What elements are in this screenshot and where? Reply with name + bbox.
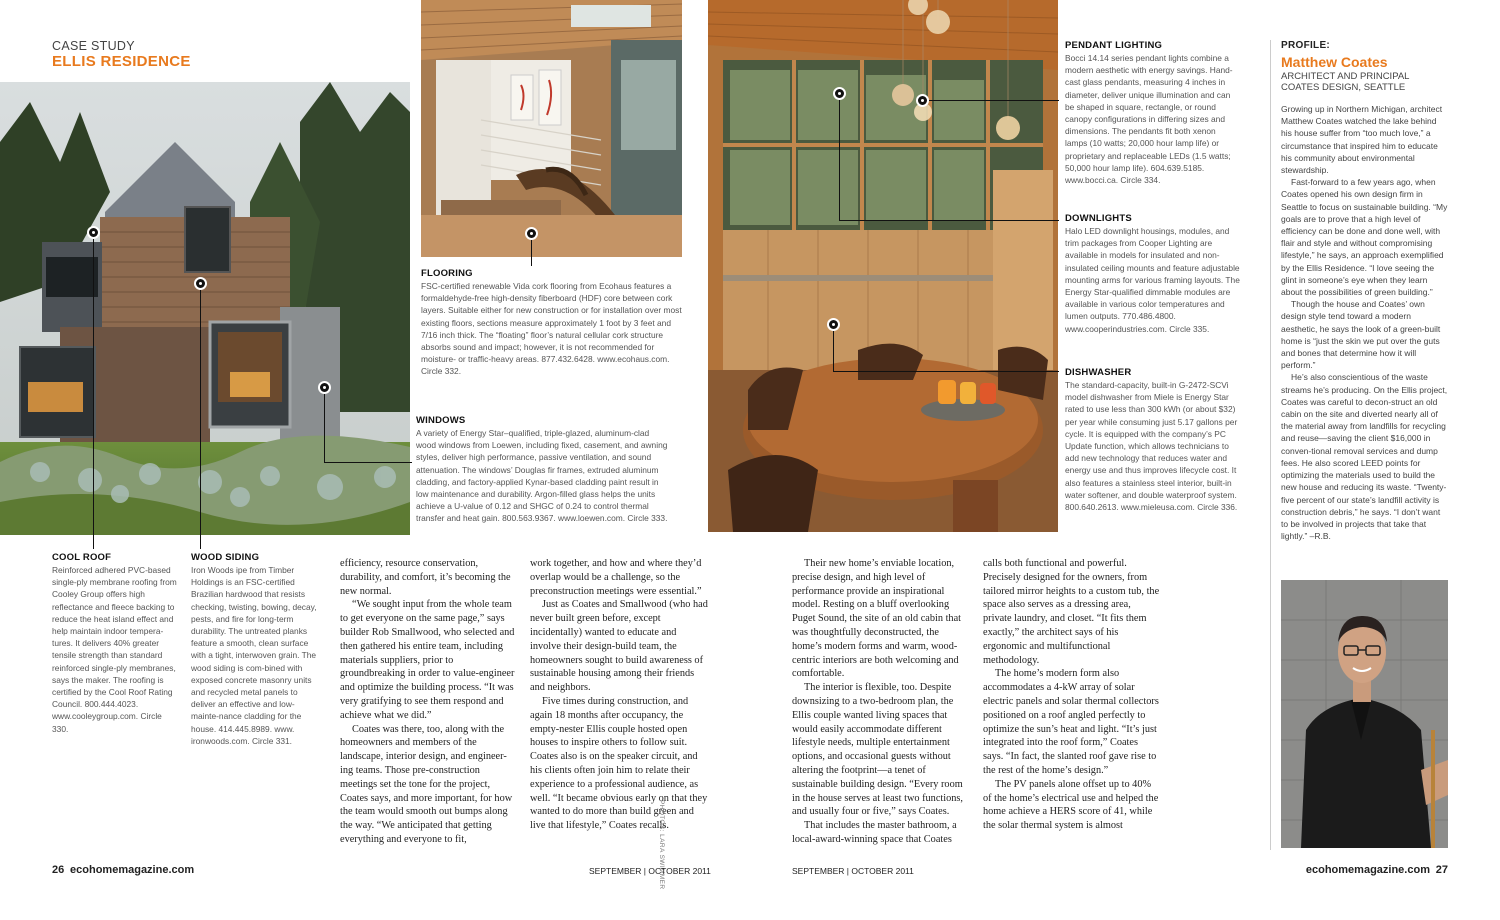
paragraph: He’s also conscientious of the waste streams he’s producing. On the Ellis project, Coates was careful to decon-struct an old cabin on the site and diverted nearly all of the material away from landfills for recycling and reuse—saving the client $16,000 in conven-tional removal services and dump fees. He also scored LEED points for optimizing the materials used to build the new house and reducing its waste. “Twenty-five percent of our state’s landfill activity is construction debris,” he says. “I don’t want to be involved in projects that take that lightly.” –R.B. (1281, 372, 1448, 542)
site-url: ecohomemagazine.com (1305, 864, 1430, 876)
callout-line (93, 239, 94, 549)
caption-body: Iron Woods ipe from Timber Holdings is an FSC-certified Brazilian hardwood that resists checking, twisting, bowing, decay, pests, and fire for long-term durability. The untreated planks feature a smooth, clean surface with a tight, interwoven grain. The wood siding is com-bined with exposed concrete masonry units and recycled metal panels to deliver an effective and low-mainte-nance cladding for the house. 414.445.8989. www. ironwoods.com. Circle 331. (191, 565, 317, 746)
paragraph: Coates was there, too, along with the homeowners and members of the landscape, interior design, and engineer-ing teams. Those pre-construction meetings set the tone for the project, Coates says, and more important, for how the team would smooth out bumps along the way. “We anticipated that getting everything and everyone to fit, (340, 723, 513, 845)
profile-firm: COATES DESIGN, SEATTLE (1281, 82, 1406, 93)
callout-line (200, 290, 201, 549)
callout-marker-flooring (525, 227, 538, 240)
caption-heading: PENDANT LIGHTING (1065, 40, 1163, 51)
callout-marker-windows (318, 381, 331, 394)
body-column-3 (792, 557, 970, 847)
paragraph: Their new home’s enviable location, precise design, and high level of performance provide an inspirational model. Resting on a bluff overlooking Puget Sound, the site of an old cabin that was thoughtfully deconstructed, the home’s modern forms and warm, wood-centric interiors are both welcoming and comfortable. (792, 558, 962, 680)
page-number: 26 (52, 864, 65, 876)
body-column-4 (983, 557, 1160, 833)
caption-heading: WOOD SIDING (191, 552, 260, 563)
paragraph: Though the house and Coates’ own design style tend toward a modern aesthetic, he says the look of a green-built home is “just the skin we put over the guts and bones that determine how it will perform.” (1281, 299, 1441, 371)
paragraph: “We sought input from the whole team to get everyone on the same page,” says builder Rob Smallwood, who selected and then gathered his entire team, including materials suppliers, prior to groundbreaking in order to value-engineer and optimize the building process. “It was very gratifying to see them respond and achieve what we did.” (340, 599, 515, 721)
callout-line (324, 462, 412, 463)
callout-line (929, 100, 1059, 101)
caption-flooring (421, 268, 683, 378)
architect-portrait (1281, 580, 1448, 848)
callout-marker-pendant-lighting (833, 87, 846, 100)
paragraph: Five times during construction, and again 18 months after occupancy, the empty-nester Ellis couple hosted open houses to inspire others to follow suit. Coates also is on the speaker circuit, and his clients often join him to relate their experience to a professional audience, as well. “It became obvious early on that they wanted to do more than build green and live that lifestyle,” Coates recalls. (530, 695, 708, 832)
paragraph: The PV panels alone offset up to 40% of the home’s electrical use and helped the home achieve a HERS score of 41, while the solar thermal system is almost (983, 778, 1159, 832)
caption-pendant-lighting (1065, 40, 1240, 186)
callout-marker-cool-roof (87, 226, 100, 239)
kitchen-photo (708, 0, 1058, 532)
caption-wood-siding (191, 552, 317, 747)
caption-body: The standard-capacity, built-in G-2472-SCVi model dishwasher from Miele is Energy Star rated to use less than 300 kWh (or about $32) per year while consuming just 5.17 gallons per cycle. It is equipped with the company’s PC Update function, which allows technicians to add new technology that reduces water and energy use and thus improves lifecycle cost. It also features a stainless steel interior, built-in water softener, and double waterproof system. 800.640.2613. www.mieleusa.com. Circle 336. (1065, 380, 1238, 513)
caption-dishwasher (1065, 367, 1240, 513)
paragraph: The home’s modern form also accommodates a 4-kW array of solar electric panels and solar thermal collectors positioned on a roof angled perfectly to optimize the sun’s heat and light. “It’s just integrated into the roof form,” Coates says. “In fact, the slanted roof gave rise to the rest of the home’s design.” (983, 668, 1159, 776)
page-number: 27 (1435, 864, 1448, 876)
paragraph: work together, and how and where they’d overlap would be a challenge, so the preconstruction meetings were essential.” (530, 558, 702, 597)
callout-marker-wood-siding (194, 277, 207, 290)
footer-date-right: SEPTEMBER | OCTOBER 2011 (792, 866, 914, 876)
stair-interior-photo (421, 0, 682, 257)
site-url: ecohomemagazine.com (70, 864, 195, 876)
paragraph: Growing up in Northern Michigan, architect Matthew Coates watched the lake behind his house suffer from “too much love,” a circumstance that inspired him to educate his community about environmental stewardship. (1281, 104, 1443, 176)
caption-windows (416, 415, 668, 525)
callout-line (839, 220, 1059, 221)
profile-role: ARCHITECT AND PRINCIPAL (1281, 71, 1410, 82)
paragraph: Fast-forward to a few years ago, when Coates opened his own design firm in Seattle to focus on sustainable building. “My goals are to prove that a high level of efficiency can be done and done well, with flair and style and without compromising lifestyle,” he says, an approach exemplified by the Ellis Residence. “I love seeing the glint in someone’s eye when they learn about the possibilities of green building.” (1281, 177, 1448, 298)
photo-credit: PHOTOS: LARA SWIMMER (658, 800, 665, 890)
footer-right (1306, 864, 1448, 876)
paragraph: The interior is flexible, too. Despite downsizing to a two-bedroom plan, the Ellis couple wanted living spaces that would easily accommodate different lifestyle needs, multiple entertainment options, and occasional guests without altering the footprint—a tenet of sustainable building design. “Every room in the house serves at least two functions, and usually four or five,” says Coates. (792, 682, 964, 818)
callout-line (531, 240, 532, 266)
paragraph: efficiency, resource conservation, durability, and comfort, it’s becoming the new normal. (340, 558, 511, 597)
caption-body: Halo LED downlight housings, modules, and trim packages from Cooper Lighting are available in models for insulated and non-insulated ceiling mounts and feature adjustable mounting arms for various framing layouts. The Energy Star-qualified dimmable modules are available in various color temperatures and lumen outputs. 770.486.4800. www.cooperindustries.com. Circle 335. (1065, 226, 1240, 334)
footer-date-left: SEPTEMBER | OCTOBER 2011 (589, 866, 711, 876)
paragraph: calls both functional and powerful. Precisely designed for the owners, from tailored mirror heights to a custom tub, the space also serves as a dressing area, private laundry, and closet. “It fits them exactly,” the architect says of his ergonomic and multifunctional methodology. (983, 558, 1160, 666)
footer-left (52, 864, 194, 876)
caption-body: Bocci 14.14 series pendant lights combine a modern aesthetic with energy savings. Hand-cast glass pendants, measuring 4 inches in diameter, deliver unique illumination and can be shaped in square, rectangle, or round canopy configurations in differing sizes and dimensions. The pendants fit both xenon lamps (10 watts; 20,000 hour lamp life) or proprietary and replaceable LEDs (1.5 watts; 50,000 hour lamp life). 604.639.5185. www.bocci.ca. Circle 334. (1065, 53, 1233, 186)
caption-heading: DISHWASHER (1065, 367, 1132, 378)
callout-line (833, 371, 1059, 372)
caption-downlights (1065, 213, 1240, 335)
profile-label: PROFILE: (1281, 40, 1331, 51)
callout-line (833, 331, 834, 371)
paragraph: That includes the master bathroom, a local-award-winning space that Coates (792, 820, 957, 845)
caption-body: FSC-certified renewable Vida cork flooring from Ecohaus features a formaldehyde-free high-density fiberboard (HDF) core between cork layers. Suitable either for new construction or for installation over most existing floors, sections measure approximately 1 foot by 3 feet and 7/16 inch thick. The “floating” floor’s natural cellular cork structure absorbs sound and impact; however, it is not recommended for moisture- or traffic-heavy areas. 877.432.6428. www.ecohaus.com. Circle 332. (421, 281, 682, 377)
paragraph: Just as Coates and Smallwood (who had never built green before, except incidentally) wanted to educate and involve their design-build team, the homeowners sought to build awareness of sustainable housing among their friends and neighbors. (530, 599, 708, 694)
profile-divider (1270, 40, 1271, 850)
profile-sidebar (1281, 40, 1449, 542)
caption-body: A variety of Energy Star–qualified, triple-glazed, aluminum-clad wood windows from Loewen, including fixed, casement, and awning styles, deliver high performance, passive ventilation, and sound attenuation. The windows’ Douglas fir frames, extruded aluminum cladding, and factory-applied Kynar-based cladding paint result in low maintenance and durability. Argon-filled glass helps the units achieve a U-value of 0.12 and SHGC of 0.24 to control thermal transfer and heat gain. 800.563.9367. www.loewen.com. Circle 333. (416, 428, 668, 524)
house-exterior-photo (0, 82, 410, 535)
case-study-kicker: CASE STUDY (52, 39, 135, 53)
callout-line (839, 100, 840, 220)
caption-heading: DOWNLIGHTS (1065, 213, 1132, 224)
article-title: ELLIS RESIDENCE (52, 53, 191, 70)
callout-marker-downlights (916, 94, 929, 107)
caption-heading: WINDOWS (416, 415, 466, 426)
caption-cool-roof (52, 552, 180, 735)
profile-name: Matthew Coates (1281, 54, 1388, 70)
body-column-2 (530, 557, 708, 833)
callout-marker-dishwasher (827, 318, 840, 331)
profile-body (1281, 103, 1449, 542)
caption-body: Reinforced adhered PVC-based single-ply membrane roofing from Cooley Group offers high reflectance and fleece backing to reduce the heat island effect and help maintain indoor tempera-tures. It delivers 40% greater tensile strength than standard reinforced single-ply membranes, says the maker. The roofing is certified by the Cool Roof Rating Council. 800.444.4023. www.cooleygroup.com. Circle 330. (52, 565, 177, 734)
caption-heading: COOL ROOF (52, 552, 112, 563)
caption-heading: FLOORING (421, 268, 473, 279)
body-column-1 (340, 557, 518, 847)
callout-line (324, 394, 325, 462)
